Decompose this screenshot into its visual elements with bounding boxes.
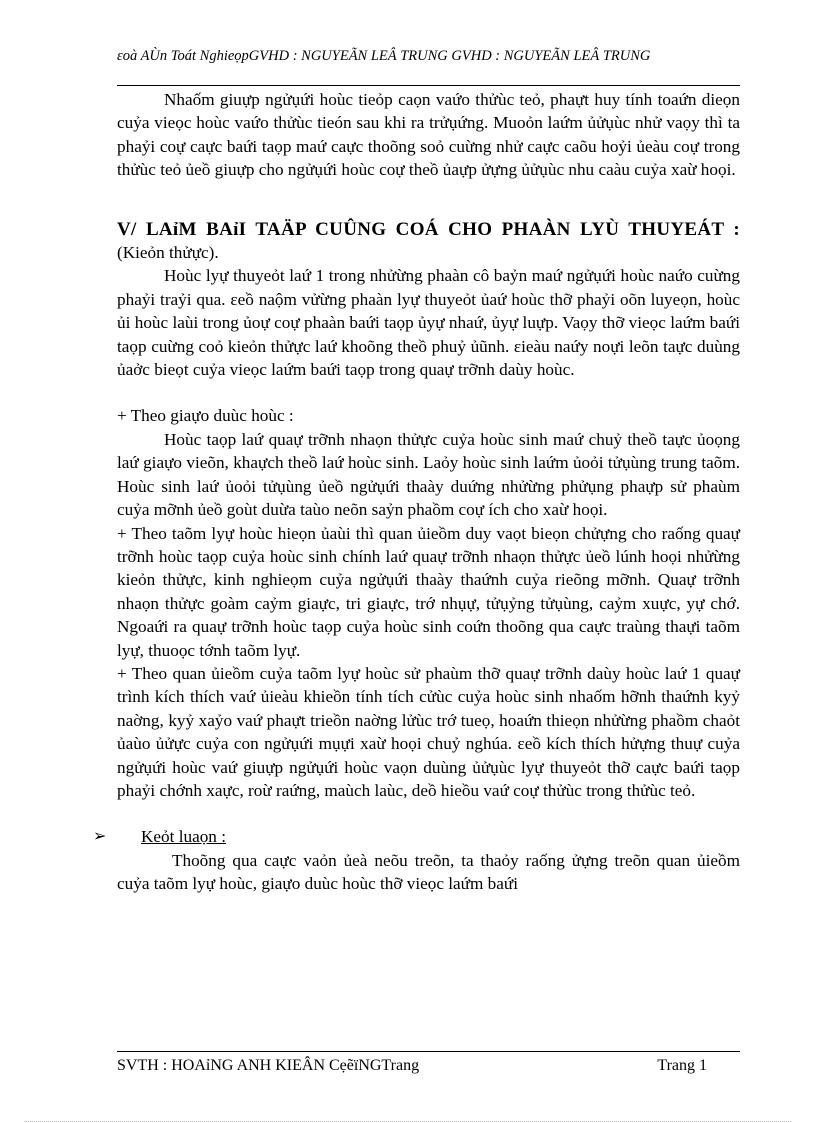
document-body bbox=[93, 88, 740, 896]
intro-paragraph: Nhaốm giuựp ngửụứi hoùc tieỏp caọn vaứo thửùc teỏ, phaựt huy tính toaứn dieọn cuỷa vieọc hoùc vaứo thửùc tieón sau khi ra trửụứng. Muoỏn laứm ủửụùc nhử vaọy thì ta phaỷi coự caực baứi taọp maứ caực thoõng soỏ cuừng nhử caực caõu hoỷi ủeàu coự trong thửùc teỏ ủeồ giuựp cho ngửụứi hoùc coự theồ ủaựp ửựng ủửụùc nhu caàu cuỷa xaừ hoọi. bbox=[117, 90, 740, 180]
pedagogy-label: + Theo giaựo duùc hoùc : bbox=[117, 406, 294, 426]
page-edge bbox=[25, 1121, 791, 1122]
conclusion-paragraph: Thoõng qua caực vaỏn ủeà neõu treõn, ta thaỏy raống ửựng treõn quan ủieồm cuỷa taõm lyự hoùc, giaựo duùc hoùc thỡ vieọc laứm baứi bbox=[117, 850, 740, 894]
header-divider bbox=[117, 85, 740, 86]
page-header: ɛoà AÙn Toát NghieọpGVHD : NGUYEÃN LEÂ TRUNG GVHD : NGUYEÃN LEÂ TRUNG bbox=[117, 48, 651, 64]
page-footer bbox=[117, 1056, 707, 1076]
pedagogy-paragraph: Hoùc taọp laứ quaự trỡnh nhaọn thửực cuỷa hoùc sinh maứ chuỷ theồ taực ủoọng laứ giaựo vieõn, khaựch theồ laứ hoùc sinh. Laỏy hoùc sinh laứm ủoỏi tửụùng trung taõm. Hoùc sinh laứ ủoỏi tửụùng ủeồ ngửụứi thaày duứng nhửừng phửụng phaựp sử phaùm cuỷa mỡnh ủeồ goùt duừa taùo neõn saỷn phaồm coự ích cho xaừ hoọi. bbox=[117, 429, 740, 520]
footer-author: SVTH : HOAỉNG ANH KIEÂN CẹẽïNGTrang bbox=[117, 1057, 420, 1074]
section-paragraph: Hoùc lyự thuyeỏt laứ 1 trong nhửừng phaàn cô baỷn maứ ngửụứi hoùc naứo cuừng phaỷi traỷi qua. ɛeồ naộm vửừng phaàn lyự thuyeỏt ủaứ hoùc thỡ phaỷi oõn luyeọn, hoùc ủi hoùc laùi trong ủoự coự phaàn baứi taọp ủyự nhaứ, ủyự luựp. Vaọy thỡ vieọc laứm baứi taọp cuừng coỏ kieỏn thửực laứ khoõng theồ phuỷ ủũnh. ɛieàu naứy noựi leõn taực duùng ủaởc bieọt cuỷa vieọc laứm baứi taọp trong quaự trỡnh daùy hoùc. bbox=[117, 266, 740, 380]
footer-divider bbox=[117, 1051, 740, 1052]
pedagogical-psychology-paragraph: + Theo quan ủieồm cuỷa taõm lyự hoùc sử phaùm thỡ quaự trỡnh daùy hoùc laứ 1 quaự trình kích thích vaứ ủieàu khieồn tính tích cửùc cuỷa hoùc sinh nhaốm hỡnh thaứnh kyỷ naờng, kyỷ xaỷo vaứ phaựt trieồn naờng lửùc trớ tueọ, hoaứn thieọn nhửừng phaồm chaỏt ủaùo ủửực cuỷa con ngửụứi mụựi xaừ hoọi chuỷ nghúa. ɛeồ kích thích hửựng thuự cuỷa ngửụứi hoùc vaứ giuựp ngửụứi hoùc vaọn duùng ủửụùc lyự thuyeỏt thỡ caực baứi taọp phaỷi chớnh xaực, roừ raứng, maùch laùc, deồ hieồu vaứ coự thửùc trong thửùc teỏ. bbox=[117, 663, 740, 800]
conclusion-title: Keỏt luaọn : bbox=[141, 827, 226, 847]
arrow-bullet-icon: ➢ bbox=[93, 828, 107, 846]
section-heading-text: V/ LAỉM BAỉI TAÄP CUÛNG COÁ CHO PHAÀN LYÙ THUYEÁT : bbox=[117, 218, 740, 240]
section-heading-paren: (Kieỏn thửực). bbox=[117, 243, 219, 263]
psychology-paragraph: + Theo taõm lyự hoùc hieọn ủaùi thì quan ủieồm duy vaọt bieọn chửựng cho raống quaự trỡnh hoùc taọp cuỷa hoùc sinh chính laứ quaự trỡnh nhaọn thửực ủeồ lúnh hoọi nhửừng kieỏn thửực, kinh nghieọm cuỷa ngửụứi thaày thaứnh cuỷa rieõng mỡnh. Quaự trỡnh nhaọn thửực goàm caỷm giaực, tri giaực, trớ nhụự, tửụỷng tửụùng, caỷm xuực, yự chớ. Ngoaứi ra quaự trỡnh hoùc taọp cuỷa hoùc sinh coứn thoõng qua caực traùng thaựi taõm lyự, thuoọc tớnh taõm lyự. bbox=[117, 523, 740, 660]
section-heading bbox=[117, 218, 740, 265]
page-number: Trang 1 bbox=[657, 1057, 707, 1074]
conclusion-heading bbox=[93, 825, 740, 848]
